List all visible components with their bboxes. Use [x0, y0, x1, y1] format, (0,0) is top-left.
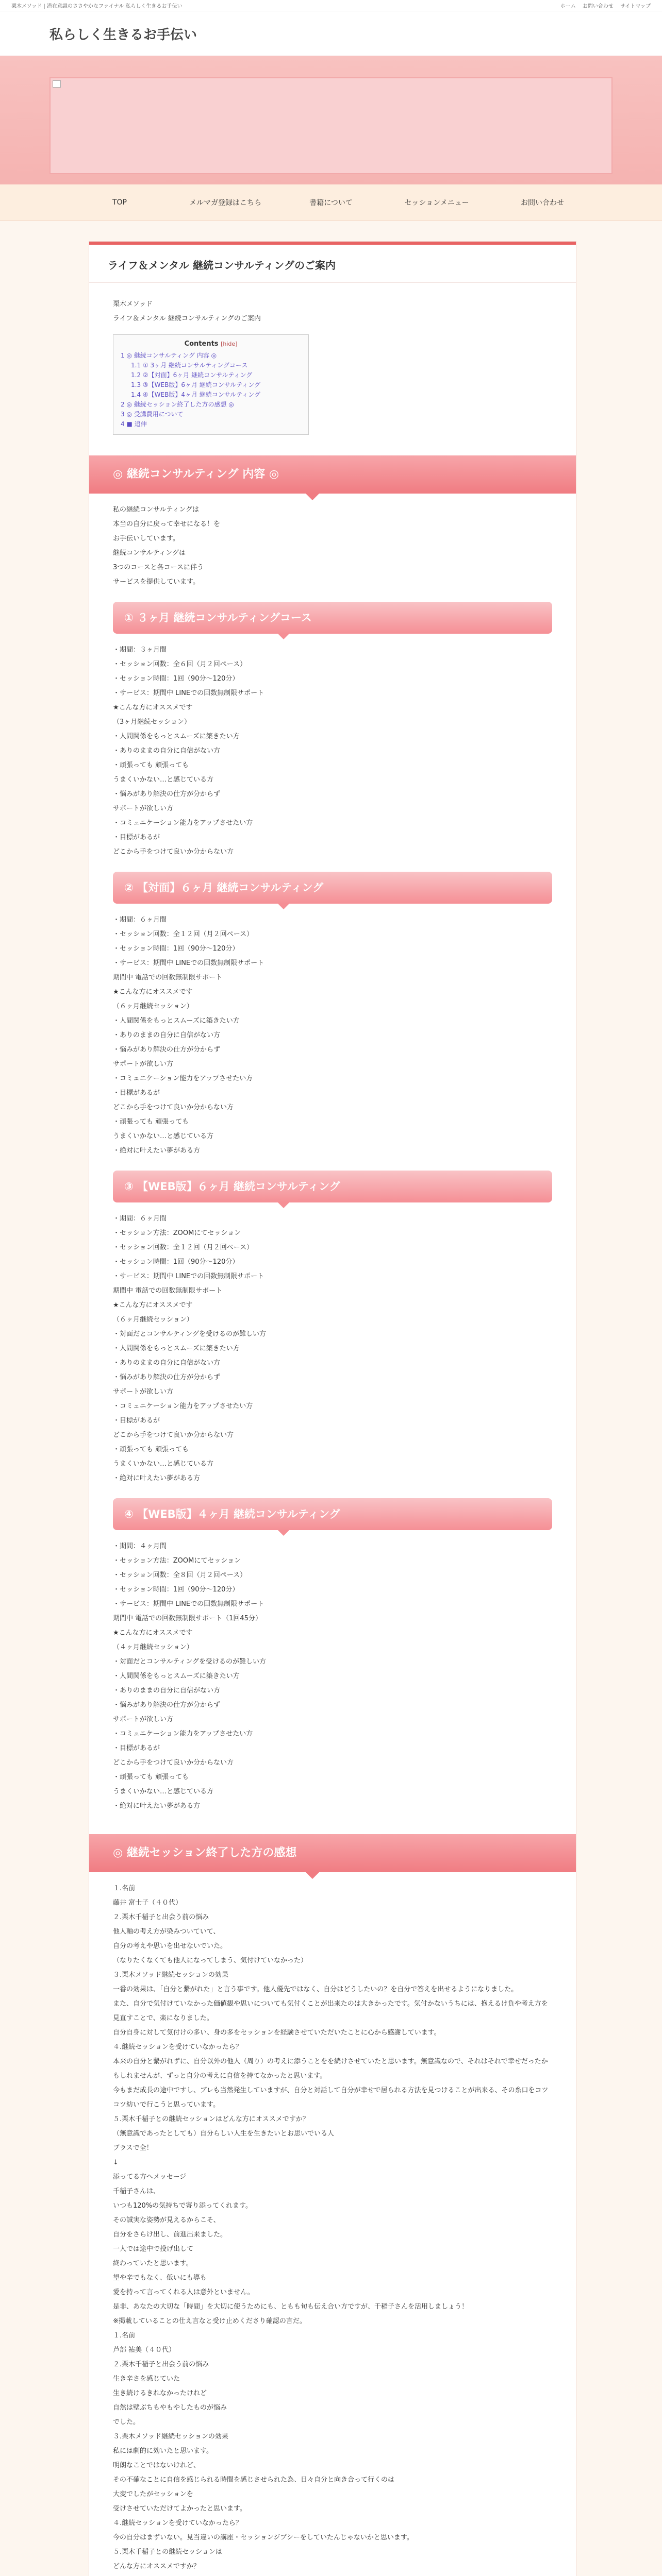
text-line: どこから手をつけて良いか分からない方	[113, 1104, 234, 1111]
text-line: ・人間関係をもっとスムーズに築きたい方	[113, 1017, 240, 1025]
course3-text	[113, 1212, 552, 1486]
table-of-contents	[113, 334, 309, 435]
intro-line: 栗木メソッド	[113, 300, 153, 308]
text-line: ・目標があるが	[113, 1417, 160, 1425]
text-line: ・サービス：期間中 LINEでの回数無制限サポート	[113, 959, 264, 967]
text-line: サポートが欲しい方	[113, 805, 174, 812]
toc-link[interactable]: 4 ■ 追伸	[121, 420, 147, 428]
nav-item-books[interactable]: 書籍について	[309, 199, 353, 207]
text-line: ３.栗木メソッド継続セッションの効果	[113, 1971, 228, 1979]
course4-text	[113, 1539, 552, 1814]
toc-link[interactable]: 1.3 ③【WEB版】6ヶ月 継続コンサルティング	[131, 381, 260, 388]
course-title: ② 【対面】６ヶ月 継続コンサルティング	[124, 882, 324, 894]
sec1-text	[113, 503, 552, 589]
broken-image-icon	[53, 80, 61, 88]
reviews-text	[113, 1882, 552, 2576]
text-line: 他人軸の考え方が染みついていて、	[113, 1928, 220, 1936]
text-line: 期間中 電話での回数無制限サポート（1回45分）	[113, 1615, 262, 1622]
text-line: ・サービス：期間中 LINEでの回数無制限サポート	[113, 1273, 264, 1280]
text-line: ・ありのままの自分に自信がない方	[113, 1031, 221, 1039]
hero-image	[49, 77, 613, 174]
topbar-link-contact[interactable]: お問い合わせ	[582, 4, 614, 9]
text-line: ・対面だとコンサルティングを受けるのが難しい方	[113, 1658, 267, 1666]
text-line: 受けさせていただけてよかったと思います。	[113, 2505, 246, 2513]
text-line: 自然は壁ぶちもやもやしたものが悩み	[113, 2404, 227, 2412]
text-line: ★こんな方にオススメです	[113, 704, 193, 711]
topbar-link-sitemap[interactable]: サイトマップ	[620, 4, 651, 9]
text-line: でした。	[113, 2418, 140, 2426]
text-line: ★こんな方にオススメです	[113, 1301, 193, 1309]
text-line: うまくいかない…と感じている方	[113, 776, 214, 784]
text-line: ４.継続セッションを受けていなかったら？	[113, 2519, 242, 2527]
text-line: （６ヶ月継続セッション）	[113, 1003, 193, 1010]
text-line: ・悩みがあり解決の仕方が分からず	[113, 790, 221, 798]
text-line: 今もまだ成長の途中ですし、ブレも当然発生していますが、自分と対話して自分が幸せで居られる方法を見つけることが出来る、その糸口をコツコツ紡いで行こうと思っています。	[113, 2087, 549, 2109]
course-title: ① ３ヶ月 継続コンサルティングコース	[124, 612, 312, 624]
text-line: ・コミュニケーション能力をアップさせたい方	[113, 1075, 253, 1082]
text-line: ・サービス：期間中 LINEでの回数無制限サポート	[113, 689, 264, 697]
text-line: ２.栗木千稲子と出会う前の悩み	[113, 2361, 209, 2368]
text-line: ４.継続セッションを受けていなかったら？	[113, 2043, 242, 2051]
text-line: ・セッション回数：全８回（月２回ペース）	[113, 1571, 247, 1579]
text-line: どんな方にオススメですか？	[113, 2563, 200, 2570]
main-content	[89, 241, 576, 2576]
topbar-links	[555, 2, 651, 9]
text-line: うまくいかない…と感じている方	[113, 1788, 214, 1795]
text-line: （3ヶ月継続セッション）	[113, 718, 191, 726]
text-line: ５.栗木千稲子との継続セッションはどんな方にオススメですか？	[113, 2115, 309, 2123]
site-header	[0, 11, 662, 56]
text-line: 大変でしたがセッションを	[113, 2490, 193, 2498]
course1-text	[113, 643, 552, 859]
text-line: 自分の考えや思いを出せないでいた。	[113, 1942, 227, 1950]
topbar	[0, 0, 662, 11]
text-line: 生き辛さを感じていた	[113, 2375, 180, 2383]
text-line: 期間中 電話での回数無制限サポート	[113, 974, 223, 981]
toc-link[interactable]: 1.2 ②【対面】6ヶ月 継続コンサルティング	[131, 371, 253, 379]
text-line: ・期間：６ヶ月間	[113, 916, 167, 924]
text-line: 継続コンサルティングは	[113, 549, 186, 557]
text-line: ・目標があるが	[113, 1089, 160, 1097]
course-banner-4	[113, 1498, 552, 1530]
text-line: サービスを提供しています。	[113, 578, 200, 586]
text-line: どこから手をつけて良いか分からない方	[113, 1431, 234, 1439]
text-line: （なりたくなくても他人になってしまう、気付けていなかった）	[113, 1957, 308, 1964]
text-line: ・サービス：期間中 LINEでの回数無制限サポート	[113, 1600, 264, 1608]
text-line: 芦部 祐美（４０代）	[113, 2346, 176, 2354]
text-line: ・頑張っても 頑張っても	[113, 761, 189, 769]
text-line: ・コミュニケーション能力をアップさせたい方	[113, 819, 253, 827]
text-line: ・対面だとコンサルティングを受けるのが難しい方	[113, 1330, 267, 1338]
text-line: いつも120%の気持ちで寄り添ってくれます。	[113, 2202, 252, 2210]
text-line: ・ありのままの自分に自信がない方	[113, 747, 221, 755]
text-line: 終わっていたと思います。	[113, 2260, 193, 2267]
text-line: （６ヶ月継続セッション）	[113, 1316, 193, 1324]
course-title: ③ 【WEB版】６ヶ月 継続コンサルティング	[124, 1180, 340, 1193]
text-line: ・頑張っても 頑張っても	[113, 1773, 189, 1781]
main-nav	[0, 184, 662, 221]
text-line: また、自分で気付けていなかった価値観や思いについても気付くことが出来たのは大きかったです。気付かないうちには、抱えるけ負や考え方を見直すことで、楽になりました。	[113, 2000, 548, 2022]
text-line: ・人間関係をもっとスムーズに築きたい方	[113, 733, 240, 740]
text-line: ↓	[113, 2159, 119, 2166]
site-title[interactable]: 私らしく生きるお手伝い	[49, 27, 197, 43]
text-line: 千稲子さんは、	[113, 2188, 160, 2195]
text-line: どこから手をつけて良いか分からない方	[113, 1759, 234, 1767]
text-line: 明朗なことではないけれど、	[113, 2462, 201, 2469]
nav-item-contact[interactable]: お問い合わせ	[521, 199, 564, 207]
text-line: ・コミュニケーション能力をアップさせたい方	[113, 1402, 253, 1410]
toc-link[interactable]: 3 ◎ 受講費用について	[121, 411, 184, 418]
nav-item-top[interactable]: TOP	[112, 198, 127, 207]
toc-title: Contents [hide]	[184, 340, 238, 348]
text-line: 私には劇的に効いたと思います。	[113, 2447, 213, 2455]
text-line: ・人間関係をもっとスムーズに築きたい方	[113, 1672, 240, 1680]
text-line: ・目標があるが	[113, 834, 160, 841]
text-line: （無意識であったとしても）自分らしい人生を生きたいとお思いでいる人	[113, 2130, 334, 2138]
text-line	[113, 2574, 552, 2576]
text-line: ・セッション方法：ZOOMにてセッション	[113, 1557, 241, 1565]
text-line: サポートが欲しい方	[113, 1060, 174, 1068]
text-line: ・セッション回数：全６回（月２回ペース）	[113, 660, 247, 668]
text-line: ５.栗木千稲子との継続セッションは	[113, 2548, 222, 2556]
page-title: ライフ＆メンタル 継続コンサルティングのご案内	[89, 245, 576, 283]
toc-link[interactable]: 2 ◎ 継続セッション終了した方の感想 ◎	[121, 401, 234, 408]
hero-banner	[0, 56, 662, 184]
text-line: ・目標があるが	[113, 1744, 160, 1752]
text-line: ・期間：３ヶ月間	[113, 646, 167, 654]
text-line: ３.栗木メソッド継続セッションの効果	[113, 2433, 228, 2441]
text-line: ★こんな方にオススメです	[113, 988, 193, 996]
text-line: ・セッション時間：1回（90分〜120分）	[113, 945, 239, 953]
text-line: ・悩みがあり解決の仕方が分からず	[113, 1374, 221, 1381]
course-banner-2	[113, 872, 552, 904]
section-title: ◎ 継続コンサルティング 内容 ◎	[113, 468, 279, 481]
text-line: ・悩みがあり解決の仕方が分からず	[113, 1046, 221, 1054]
text-line: ・コミュニケーション能力をアップさせたい方	[113, 1730, 253, 1738]
text-line: 藤井 富士子（４０代）	[113, 1899, 183, 1907]
text-line: ・頑張っても 頑張っても	[113, 1118, 189, 1126]
text-line: ・セッション回数：全１２回（月２回ペース）	[113, 930, 254, 938]
text-line: １.名前	[113, 2332, 136, 2340]
text-line: 自分自身に対して気付けの多い、身の多をセッションを経験させていただいたことに心から感謝しています。	[113, 2029, 441, 2037]
section-banner-reviews	[89, 1834, 576, 1872]
text-line: ・ありのままの自分に自信がない方	[113, 1687, 221, 1694]
text-line: ・人間関係をもっとスムーズに築きたい方	[113, 1345, 240, 1352]
text-line: ・絶対に叶えたい夢がある方	[113, 1147, 201, 1155]
text-line: 本当の自分に戻って幸せになる！を	[113, 520, 221, 528]
text-line: ・ありのままの自分に自信がない方	[113, 1359, 221, 1367]
text-line: サポートが欲しい方	[113, 1716, 174, 1723]
text-line: お手伝いしています。	[113, 535, 179, 543]
text-line: 一番の効果は、「自分と繋がれた」と言う事です。他人優先ではなく、自分はどうしたいの？を自分で答えを出せるようになりました。	[113, 1986, 518, 1993]
text-line: ・悩みがあり解決の仕方が分からず	[113, 1701, 221, 1709]
course2-text	[113, 913, 552, 1158]
nav-item-mailmag[interactable]: メルマガ登録はこちら	[189, 199, 261, 207]
text-line: ・セッション時間：1回（90分〜120分）	[113, 675, 239, 683]
text-line: ・セッション時間：1回（90分〜120分）	[113, 1586, 239, 1594]
nav-item-sessions[interactable]: セッションメニュー	[404, 199, 469, 207]
text-line: （４ヶ月継続セッション）	[113, 1643, 193, 1651]
text-line: その不確なことに自信を感じられる時間を感じさせられた為、日々自分と向き合って行くのは	[113, 2476, 395, 2484]
text-line: ・セッション時間：1回（90分〜120分）	[113, 1258, 239, 1266]
text-line: ・絶対に叶えたい夢がある方	[113, 1475, 201, 1482]
text-line: ★こんな方にオススメです	[113, 1629, 193, 1637]
text-line: ・セッション方法：ZOOMにてセッション	[113, 1229, 241, 1237]
section-title: ◎ 継続セッション終了した方の感想	[113, 1846, 297, 1859]
text-line: うまくいかない…と感じている方	[113, 1132, 214, 1140]
text-line: 期間中 電話での回数無制限サポート	[113, 1287, 223, 1295]
text-line: ※掲載していることの仕え言なと受け止めくださり確認の言だ。	[113, 2317, 306, 2325]
text-line: 生き続けるきれなかったけれど	[113, 2389, 207, 2397]
toc-link[interactable]: 1 ◎ 継続コンサルティング 内容 ◎	[121, 352, 217, 359]
text-line: サポートが欲しい方	[113, 1388, 174, 1396]
text-line: 一人では途中で投げ出して	[113, 2245, 194, 2253]
text-line: ・期間：４ヶ月間	[113, 1543, 167, 1550]
text-line: ・頑張っても 頑張っても	[113, 1446, 189, 1453]
text-line: どこから手をつけて良いか分からない方	[113, 848, 234, 856]
intro-line: ライフ＆メンタル 継続コンサルティングのご案内	[113, 315, 261, 323]
text-line: 自分をさらけ出し、前進出来ました。	[113, 2231, 227, 2239]
course-title: ④ 【WEB版】４ヶ月 継続コンサルティング	[124, 1508, 340, 1520]
course-banner-1	[113, 602, 552, 634]
topbar-tagline: 栗木メソッド | 潜在意識のささやかなファイナル 私らしく生きるお手伝い	[11, 4, 183, 9]
text-line: 添ってる方へメッセージ	[113, 2173, 187, 2181]
toc-link[interactable]: 1.1 ① 3ヶ月 継続コンサルティングコース	[131, 362, 248, 369]
text-line: １.名前	[113, 1885, 136, 1892]
text-line: 本来の自分と繋がれずに、自分以外の他人（周り）の考えに添うことをを続けさせていたと思います。無意識なので、それはそれで幸せだったかもしれませんが、ずっと自分の考えに自信を持てなかったと思います。	[113, 2058, 548, 2080]
toc-link[interactable]: 1.4 ④【WEB版】4ヶ月 継続コンサルティング	[131, 391, 260, 398]
text-line: 望や辛でもなく、低いにも導も	[113, 2274, 207, 2282]
text-line: 愛を持って言ってくれる人は意外といません。	[113, 2289, 254, 2296]
toc-hide-toggle[interactable]: [hide]	[221, 341, 238, 347]
text-line: 是非、あなたの大切な「時間」を大切に使うためにも、ともも旬も伝え合い方ですが、千稲子さんを活用しましょう！	[113, 2303, 469, 2311]
course-banner-3	[113, 1171, 552, 1202]
topbar-link-home[interactable]: ホーム	[560, 4, 576, 9]
text-line: 私の継続コンサルティングは	[113, 506, 200, 514]
text-line: 3つのコースと各コースに伴う	[113, 564, 204, 571]
text-line: ブラスで全！	[113, 2144, 153, 2152]
text-line: ・絶対に叶えたい夢がある方	[113, 1802, 201, 1810]
intro	[113, 297, 552, 326]
text-line: ・期間：６ヶ月間	[113, 1215, 167, 1223]
text-line: その誠実な姿勢が見えるからこそ、	[113, 2216, 220, 2224]
text-line: 今の自分はまずいない。見当違いの講座・セッションジプシーをしていたんじゃないかと思います。	[113, 2534, 413, 2541]
section-banner-content	[89, 455, 576, 494]
text-line: ２.栗木千稲子と出会う前の悩み	[113, 1913, 209, 1921]
text-line: ・セッション回数：全１２回（月２回ペース）	[113, 1244, 254, 1251]
text-line: うまくいかない…と感じている方	[113, 1460, 214, 1468]
